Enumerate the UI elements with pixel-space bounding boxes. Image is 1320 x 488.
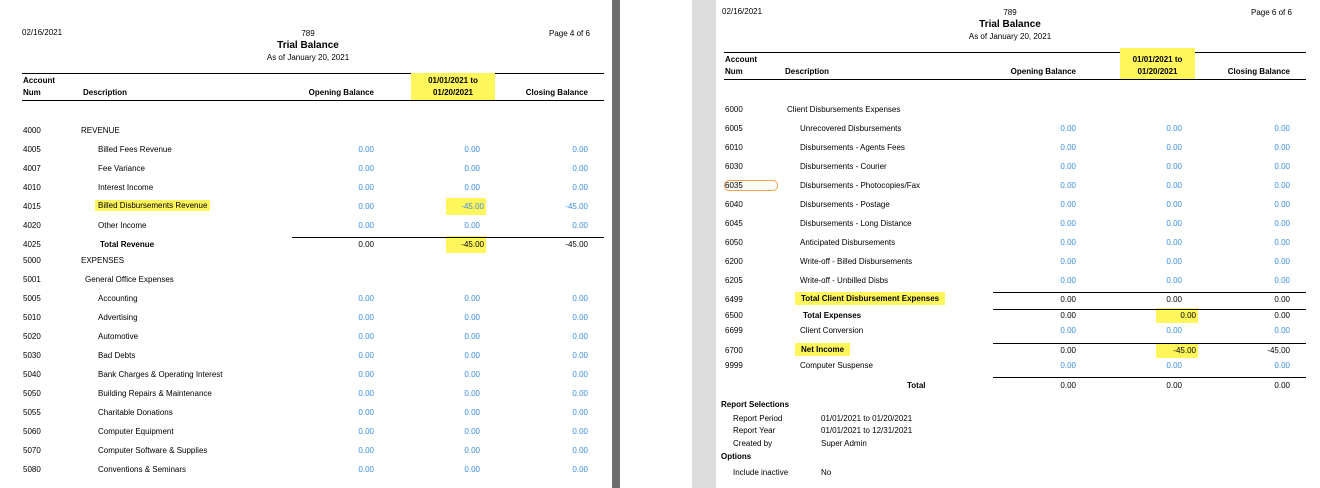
report-subtitle: As of January 20, 2021 (266, 53, 350, 62)
table-row (0, 408, 612, 420)
account-num: 4010 (23, 183, 41, 192)
col-period-start: 01/01/2021 to (1132, 55, 1183, 64)
opening-balance: 0.00 (358, 446, 374, 455)
table-row (716, 295, 1320, 307)
account-description: EXPENSES (81, 256, 125, 265)
grand-total-rule (993, 377, 1306, 378)
col-opening-balance: Opening Balance (1010, 67, 1076, 76)
period-amount: 0.00 (464, 294, 480, 303)
closing-balance: 0.00 (572, 332, 588, 341)
period-amount: 0.00 (1166, 143, 1182, 152)
period-amount: 0.00 (1166, 295, 1182, 304)
table-row (0, 275, 612, 287)
opening-balance: 0.00 (358, 294, 374, 303)
period-amount: 0.00 (1166, 276, 1182, 285)
report-number: 789 (1003, 8, 1017, 17)
account-num: 5060 (23, 427, 41, 436)
period-amount: -45.00 (446, 198, 486, 215)
table-row (0, 351, 612, 363)
account-description: Write-off - Unbilled Disbs (800, 276, 889, 285)
account-num: 6500 (725, 311, 743, 320)
account-description: Building Repairs & Maintenance (98, 389, 212, 398)
opening-balance: 0.00 (1060, 276, 1076, 285)
table-row (0, 256, 612, 268)
options-title: Options (721, 452, 752, 461)
selection-label: Report Year (733, 426, 776, 435)
col-period-end: 01/20/2021 (432, 88, 474, 97)
period-amount: 0.00 (1166, 124, 1182, 133)
table-row (716, 181, 1320, 193)
account-num: 6040 (725, 200, 743, 209)
table-row (0, 183, 612, 195)
table-row (0, 427, 612, 439)
closing-balance: 0.00 (572, 370, 588, 379)
report-subtitle: As of January 20, 2021 (968, 32, 1052, 41)
account-description: Computer Equipment (98, 427, 174, 436)
account-description: Disbursements - Courier (800, 162, 887, 171)
opening-balance: 0.00 (358, 370, 374, 379)
account-num: 6499 (725, 295, 743, 304)
table-row (0, 313, 612, 325)
column-header-rule (724, 79, 1306, 80)
period-amount: 0.00 (464, 332, 480, 341)
table-row (0, 126, 612, 138)
report-title: Trial Balance (277, 40, 339, 51)
period-amount: 0.00 (464, 370, 480, 379)
header-rule (724, 52, 1306, 53)
col-description: Description (785, 67, 830, 76)
table-row (716, 124, 1320, 136)
table-row (716, 311, 1320, 323)
total-expenses-rule (993, 309, 1306, 310)
table-row (0, 164, 612, 176)
account-description: Anticipated Disbursements (800, 238, 896, 247)
closing-balance: 0.00 (1274, 238, 1290, 247)
account-num: 5005 (23, 294, 41, 303)
closing-balance: 0.00 (1274, 219, 1290, 228)
period-amount: 0.00 (1166, 200, 1182, 209)
account-num: 6200 (725, 257, 743, 266)
selection-value: Super Admin (821, 439, 867, 448)
closing-balance: 0.00 (572, 164, 588, 173)
opening-balance: 0.00 (1060, 346, 1076, 355)
account-description: Accounting (98, 294, 138, 303)
viewer-page-gutter (612, 0, 620, 488)
period-amount: 0.00 (464, 313, 480, 322)
account-num: 6699 (725, 326, 743, 335)
closing-balance: 0.00 (1274, 124, 1290, 133)
period-amount: 0.00 (1166, 162, 1182, 171)
closing-balance: 0.00 (572, 221, 588, 230)
account-num: 5001 (23, 275, 41, 284)
table-row (716, 238, 1320, 250)
net-income-rule (993, 343, 1306, 344)
closing-balance: 0.00 (572, 465, 588, 474)
account-num: 6030 (725, 162, 743, 171)
account-description: Bank Charges & Operating Interest (98, 370, 223, 379)
table-row (716, 346, 1320, 358)
account-description: Total Client Disbursement Expenses (795, 292, 945, 305)
period-amount: 0.00 (1166, 238, 1182, 247)
period-amount: 0.00 (464, 183, 480, 192)
table-row (716, 381, 1320, 393)
opening-balance: 0.00 (358, 408, 374, 417)
selection-label: Created by (733, 439, 773, 448)
closing-balance: 0.00 (572, 446, 588, 455)
col-period-end: 01/20/2021 (1137, 67, 1178, 76)
table-row (716, 162, 1320, 174)
account-description: Automotive (98, 332, 139, 341)
closing-balance: 0.00 (572, 351, 588, 360)
account-num: 6010 (725, 143, 743, 152)
viewer-scrollbar-track[interactable] (692, 0, 716, 488)
account-num: 6205 (725, 276, 743, 285)
opening-balance: 0.00 (358, 313, 374, 322)
client-disb-total-rule (993, 292, 1306, 293)
account-description: Conventions & Seminars (98, 465, 187, 474)
closing-balance: 0.00 (1274, 326, 1290, 335)
account-num: 6035 (725, 181, 743, 190)
account-description: Disbursements - Agents Fees (800, 143, 905, 152)
account-num: 9999 (725, 361, 743, 370)
account-description: Client Conversion (800, 326, 864, 335)
period-amount: 0.00 (464, 446, 480, 455)
table-row (716, 326, 1320, 338)
table-row (716, 200, 1320, 212)
table-row (0, 446, 612, 458)
option-label: Include inactive (733, 468, 789, 477)
report-title: Trial Balance (979, 19, 1041, 30)
account-num: 5000 (23, 256, 41, 265)
viewer-gap (620, 0, 692, 488)
col-description: Description (83, 88, 128, 97)
account-description: Interest Income (98, 183, 154, 192)
account-description: Total Revenue (100, 240, 155, 249)
period-amount: 0.00 (464, 408, 480, 417)
table-row (716, 276, 1320, 288)
account-num: 4025 (23, 240, 41, 249)
opening-balance: 0.00 (358, 164, 374, 173)
period-amount: 0.00 (464, 221, 480, 230)
report-date: 02/16/2021 (22, 28, 63, 37)
account-description: Billed Fees Revenue (98, 145, 172, 154)
account-num: 6050 (725, 238, 743, 247)
account-description: Net Income (795, 343, 850, 356)
period-amount: 0.00 (464, 465, 480, 474)
opening-balance: 0.00 (1060, 200, 1076, 209)
period-amount: 0.00 (464, 351, 480, 360)
account-description: Advertising (98, 313, 138, 322)
account-description: Client Disbursements Expenses (787, 105, 901, 114)
period-amount: 0.00 (464, 389, 480, 398)
opening-balance: 0.00 (1060, 238, 1076, 247)
account-description: Total (907, 381, 926, 390)
opening-balance: 0.00 (358, 332, 374, 341)
annotation-circle (724, 180, 778, 191)
opening-balance: 0.00 (358, 145, 374, 154)
table-row (716, 257, 1320, 269)
closing-balance: 0.00 (1274, 381, 1290, 390)
opening-balance: 0.00 (358, 183, 374, 192)
page-number: Page 6 of 6 (1251, 8, 1292, 17)
col-account-top: Account (725, 55, 757, 64)
closing-balance: 0.00 (1274, 295, 1290, 304)
account-description: Disbursements - Postage (800, 200, 890, 209)
account-description: Disbursements - Photocopies/Fax (800, 181, 921, 190)
opening-balance: 0.00 (1060, 181, 1076, 190)
account-description: Disbursements - Long Distance (800, 219, 912, 228)
opening-balance: 0.00 (358, 202, 374, 211)
col-opening-balance: Opening Balance (308, 88, 374, 97)
account-num: 6000 (725, 105, 743, 114)
closing-balance: 0.00 (572, 408, 588, 417)
table-row (716, 143, 1320, 155)
account-description: Charitable Donations (98, 408, 173, 417)
opening-balance: 0.00 (1060, 143, 1076, 152)
table-row (0, 221, 612, 233)
report-number: 789 (301, 29, 315, 38)
opening-balance: 0.00 (1060, 124, 1076, 133)
period-amount: 0.00 (1166, 326, 1182, 335)
account-num: 6005 (725, 124, 743, 133)
selection-label: Report Period (733, 414, 783, 423)
opening-balance: 0.00 (358, 389, 374, 398)
closing-balance: 0.00 (572, 389, 588, 398)
selection-value: 01/01/2021 to 12/31/2021 (821, 426, 913, 435)
opening-balance: 0.00 (1060, 326, 1076, 335)
table-row (0, 370, 612, 382)
report-page-left (0, 0, 612, 488)
account-num: 6700 (725, 346, 743, 355)
opening-balance: 0.00 (1060, 381, 1076, 390)
account-num: 4020 (23, 221, 41, 230)
closing-balance: 0.00 (1274, 143, 1290, 152)
account-num: 4015 (23, 202, 41, 211)
account-description: General Office Expenses (85, 275, 174, 284)
table-row (0, 465, 612, 477)
period-amount: -45.00 (446, 236, 486, 253)
col-closing-balance: Closing Balance (1227, 67, 1290, 76)
account-description: REVENUE (81, 126, 120, 135)
closing-balance: 0.00 (572, 294, 588, 303)
closing-balance: -45.00 (565, 240, 588, 249)
closing-balance: 0.00 (1274, 257, 1290, 266)
report-page-right (716, 0, 1320, 488)
closing-balance: -45.00 (1267, 346, 1290, 355)
opening-balance: 0.00 (1060, 361, 1076, 370)
report-date: 02/16/2021 (722, 7, 763, 16)
table-row (0, 389, 612, 401)
column-header-rule (22, 100, 604, 101)
account-description: Billed Disbursements Revenue (95, 200, 210, 211)
closing-balance: 0.00 (1274, 162, 1290, 171)
period-amount: 0.00 (1156, 308, 1198, 323)
account-description: Bad Debts (98, 351, 136, 360)
closing-balance: 0.00 (572, 427, 588, 436)
account-description: Total Expenses (803, 311, 862, 320)
closing-balance: 0.00 (1274, 361, 1290, 370)
closing-balance: 0.00 (572, 313, 588, 322)
opening-balance: 0.00 (1060, 257, 1076, 266)
account-num: 5055 (23, 408, 41, 417)
opening-balance: 0.00 (1060, 311, 1076, 320)
closing-balance: 0.00 (572, 183, 588, 192)
total-revenue-rule (292, 237, 604, 238)
account-num: 5050 (23, 389, 41, 398)
closing-balance: 0.00 (1274, 200, 1290, 209)
closing-balance: 0.00 (1274, 276, 1290, 285)
closing-balance: 0.00 (1274, 311, 1290, 320)
table-row (0, 294, 612, 306)
page-number: Page 4 of 6 (549, 29, 590, 38)
closing-balance: -45.00 (565, 202, 588, 211)
account-description: Computer Suspense (800, 361, 873, 370)
col-account-bottom: Num (23, 88, 41, 97)
option-value: No (821, 468, 832, 477)
period-amount: 0.00 (464, 145, 480, 154)
table-row (716, 219, 1320, 231)
table-row (716, 105, 1320, 117)
table-row (716, 361, 1320, 373)
account-num: 4007 (23, 164, 41, 173)
col-account-top: Account (23, 76, 55, 85)
opening-balance: 0.00 (1060, 162, 1076, 171)
table-row (0, 240, 612, 252)
account-description: Computer Software & Supplies (98, 446, 208, 455)
period-amount: 0.00 (1166, 219, 1182, 228)
col-account-bottom: Num (725, 67, 743, 76)
table-row (0, 202, 612, 214)
opening-balance: 0.00 (358, 221, 374, 230)
closing-balance: 0.00 (572, 145, 588, 154)
selection-value: 01/01/2021 to 01/20/2021 (821, 414, 913, 423)
period-amount: 0.00 (464, 164, 480, 173)
opening-balance: 0.00 (1060, 295, 1076, 304)
opening-balance: 0.00 (358, 240, 374, 249)
account-num: 4000 (23, 126, 41, 135)
period-amount: -45.00 (1156, 343, 1198, 358)
opening-balance: 0.00 (358, 465, 374, 474)
period-amount: 0.00 (1166, 181, 1182, 190)
account-num: 5020 (23, 332, 41, 341)
period-amount: 0.00 (464, 427, 480, 436)
report-selections-title: Report Selections (721, 400, 790, 409)
table-row (0, 332, 612, 344)
header-rule (22, 73, 604, 74)
account-num: 6045 (725, 219, 743, 228)
period-amount: 0.00 (1166, 381, 1182, 390)
account-num: 5010 (23, 313, 41, 322)
account-num: 5070 (23, 446, 41, 455)
account-description: Write-off - Billed Disbursements (800, 257, 913, 266)
account-description: Unrecovered Disbursements (800, 124, 902, 133)
account-num: 5080 (23, 465, 41, 474)
period-amount: 0.00 (1166, 361, 1182, 370)
col-period-start: 01/01/2021 to (428, 76, 478, 85)
account-num: 4005 (23, 145, 41, 154)
account-description: Fee Variance (98, 164, 145, 173)
account-description: Other Income (98, 221, 147, 230)
col-closing-balance: Closing Balance (525, 88, 588, 97)
closing-balance: 0.00 (1274, 181, 1290, 190)
opening-balance: 0.00 (358, 427, 374, 436)
account-num: 5030 (23, 351, 41, 360)
opening-balance: 0.00 (358, 351, 374, 360)
period-amount: 0.00 (1166, 257, 1182, 266)
opening-balance: 0.00 (1060, 219, 1076, 228)
table-row (0, 145, 612, 157)
account-num: 5040 (23, 370, 41, 379)
